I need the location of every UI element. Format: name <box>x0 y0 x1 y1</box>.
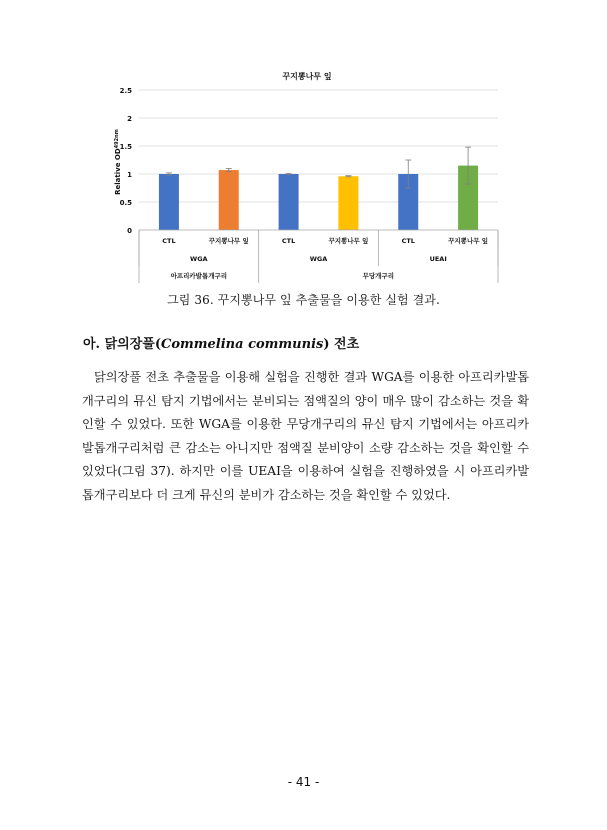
bar-chart <box>0 0 607 300</box>
x-category-label: CTL <box>162 237 176 245</box>
page-number: - 41 - <box>287 775 320 789</box>
x-group-label: WGA <box>190 255 208 263</box>
x-species-label: 무당개구리 <box>362 272 395 280</box>
x-species-label: 아프리카발톱개구리 <box>170 272 228 280</box>
x-category-label: CTL <box>281 237 296 245</box>
body-paragraph: 닭의장풀 전초 추출물을 이용해 실험을 진행한 결과 WGA를 이용한 아프리카발톱개구리의 뮤신 탐지 기법에서는 분비되는 점액질의 양이 매우 많이 감소하는 것을 확인할 수 있었다. 또한 WGA를 이용한 무당개구리의 뮤신 탐지 기법에서는 아프리카발톱개구리처럼 큰 감소는 아니지만 점액질 분비양이 소량 감소하는 것을 확인할 수 있었다(그림 37). 하지만 이를 UEAI을 이용하여 실험을 진행하였을 시 아프리카발톱개구리보다 더 크게 뮤신의 분비가 감소하는 것을 확인할 수 있었다. <box>82 370 529 502</box>
section-heading <box>83 333 359 352</box>
y-tick-label: 2 <box>127 115 132 123</box>
figure-caption: 그림 36. 꾸지뽕나무 잎 추출물을 이용한 실험 결과. <box>167 293 440 307</box>
y-axis-label: Relative $OD^{492nm}$ <box>114 129 122 195</box>
y-tick-label: 0.5 <box>119 199 132 207</box>
chart-title: 꾸지뽕나무 잎 <box>282 72 332 81</box>
bar <box>219 170 239 230</box>
x-group-label: WGA <box>309 255 328 263</box>
x-category-label: 꾸지뽕나무 잎 <box>328 237 369 245</box>
y-tick-label: 1 <box>127 171 132 179</box>
x-group-label: UEAI <box>429 255 447 263</box>
section-heading-scientific-name: Commelina communis <box>161 337 324 352</box>
y-tick-label: 2.5 <box>119 87 132 95</box>
x-category-label: 꾸지뽕나무 잎 <box>208 237 249 245</box>
section-heading-prefix: 아. 닭의장풀( <box>83 337 161 352</box>
x-category-label: CTL <box>401 237 415 245</box>
x-category-label: 꾸지뽕나무 잎 <box>448 237 489 245</box>
y-tick-label: 1.5 <box>119 143 132 151</box>
bar-series <box>159 147 478 230</box>
bar <box>279 174 299 230</box>
section-heading-suffix: ) 전초 <box>323 337 360 352</box>
bar <box>338 176 358 230</box>
bar <box>159 174 179 230</box>
x-axis-labels <box>162 236 488 280</box>
y-tick-label: 0 <box>127 227 132 235</box>
grid-lines <box>139 90 498 202</box>
